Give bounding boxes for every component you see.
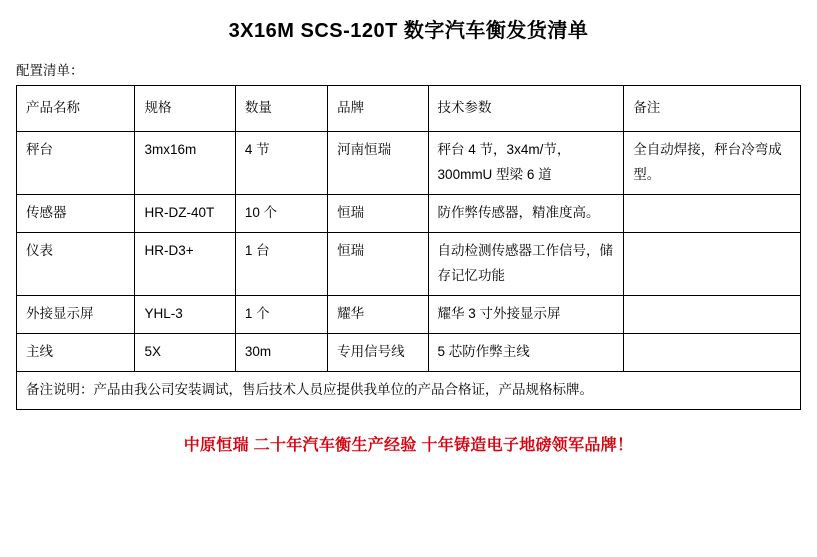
cell-brand: 专用信号线 [328,333,428,371]
cell-brand: 河南恒瑞 [328,131,428,194]
cell-name: 仪表 [17,232,135,295]
column-header-brand: 品牌 [328,86,428,132]
cell-qty: 4 节 [235,131,327,194]
cell-remark [624,333,801,371]
cell-brand: 恒瑞 [328,194,428,232]
cell-params: 耀华 3 寸外接显示屏 [428,295,624,333]
cell-qty: 1 台 [235,232,327,295]
table-header-row [17,86,801,132]
column-header-name: 产品名称 [17,86,135,132]
cell-name: 传感器 [17,194,135,232]
column-header-qty: 数量 [235,86,327,132]
cell-brand: 恒瑞 [328,232,428,295]
table-row [17,131,801,194]
table-row [17,194,801,232]
cell-name: 外接显示屏 [17,295,135,333]
cell-spec: HR-D3+ [135,232,235,295]
table-note: 备注说明：产品由我公司安装调试，售后技术人员应提供我单位的产品合格证，产品规格标牌。 [17,371,801,409]
table-row [17,333,801,371]
column-header-spec: 规格 [135,86,235,132]
cell-spec: 5X [135,333,235,371]
column-header-params: 技术参数 [428,86,624,132]
cell-remark [624,232,801,295]
cell-spec: 3mx16m [135,131,235,194]
footer-slogan: 中原恒瑞 二十年汽车衡生产经验 十年铸造电子地磅领军品牌！ [183,436,634,454]
page-title: 3X16M SCS-120T 数字汽车衡发货清单 [228,20,589,42]
cell-spec: YHL-3 [135,295,235,333]
cell-params: 自动检测传感器工作信号，储存记忆功能 [428,232,624,295]
cell-qty: 30m [235,333,327,371]
cell-remark: 全自动焊接，秤台冷弯成型。 [624,131,801,194]
cell-name: 主线 [17,333,135,371]
cell-params: 5 芯防作弊主线 [428,333,624,371]
table-note-row [17,371,801,409]
config-list-label: 配置清单： [16,63,84,78]
cell-brand: 耀华 [328,295,428,333]
cell-params: 秤台 4 节，3x4m/节，300mmU 型梁 6 道 [428,131,624,194]
cell-qty: 10 个 [235,194,327,232]
cell-params: 防作弊传感器，精准度高。 [428,194,624,232]
cell-remark [624,295,801,333]
specification-table [16,85,801,410]
cell-spec: HR-DZ-40T [135,194,235,232]
column-header-remark: 备注 [624,86,801,132]
table-row [17,232,801,295]
cell-name: 秤台 [17,131,135,194]
table-row [17,295,801,333]
cell-qty: 1 个 [235,295,327,333]
cell-remark [624,194,801,232]
